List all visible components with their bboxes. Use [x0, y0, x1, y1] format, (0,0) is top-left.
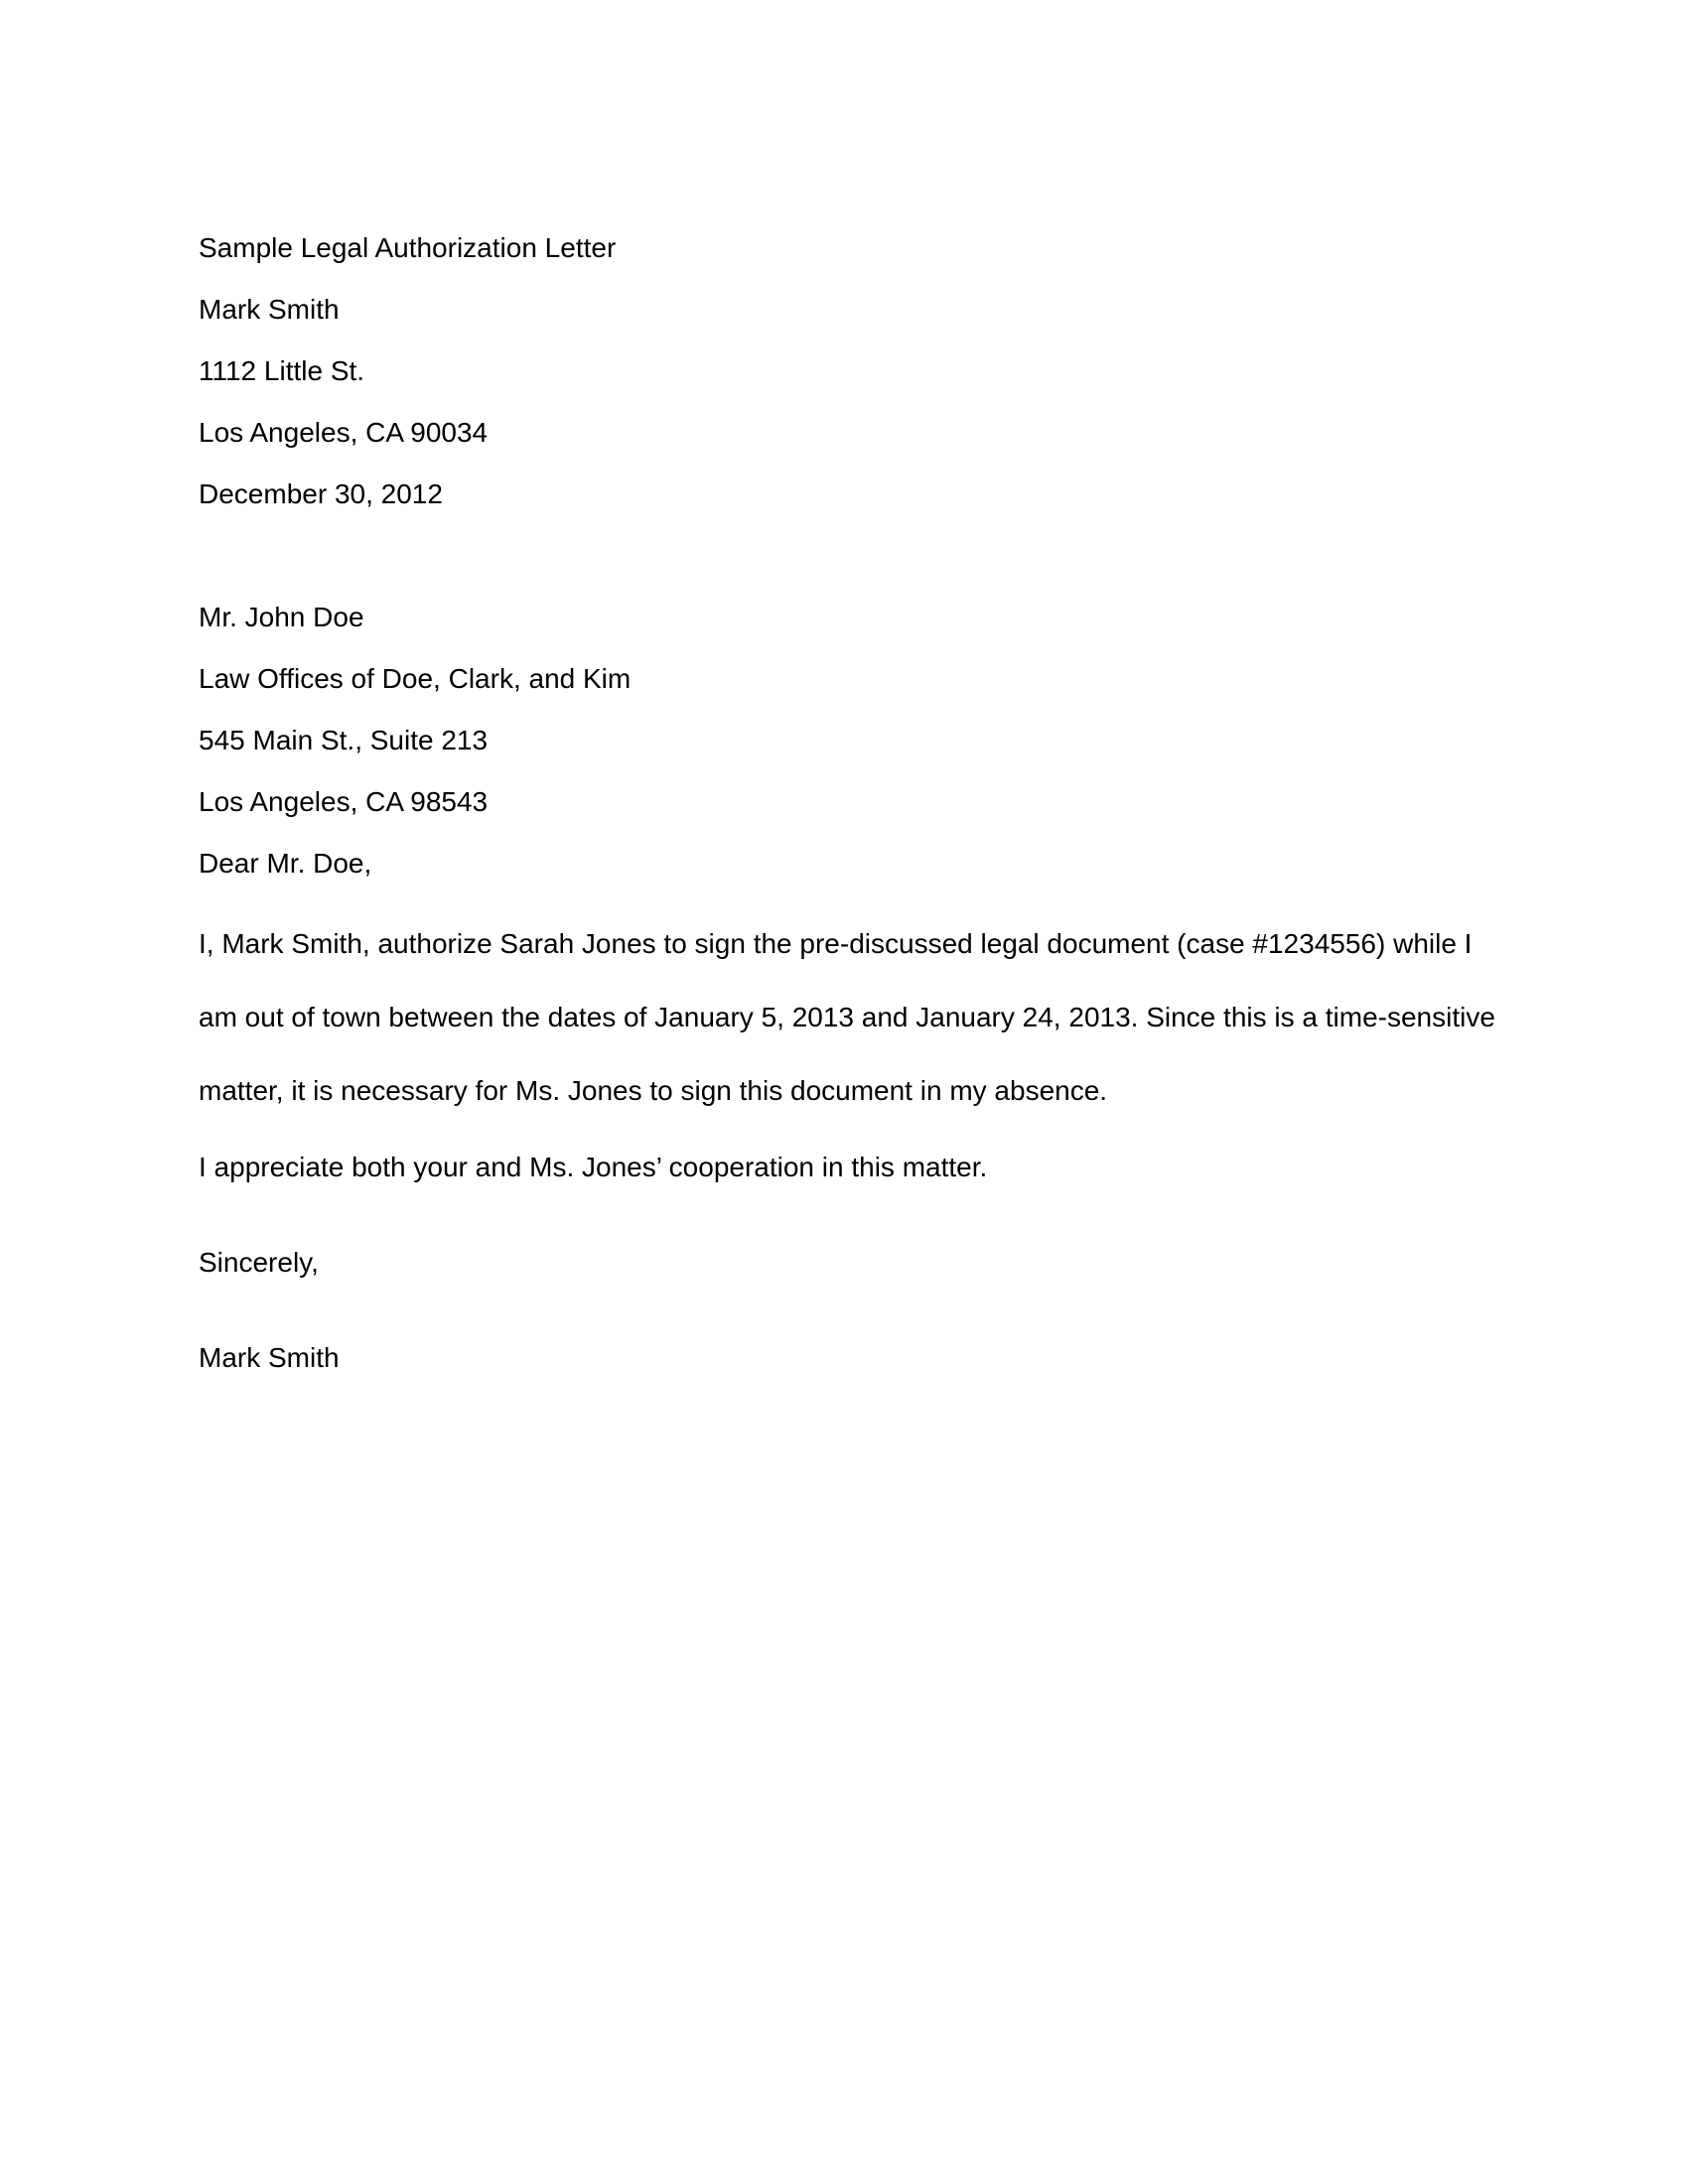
- recipient-street: 545 Main St., Suite 213: [199, 725, 489, 755]
- salutation: Dear Mr. Doe,: [199, 848, 372, 879]
- appreciation-line: I appreciate both your and Ms. Jones’ cooperation in this matter.: [199, 1152, 988, 1182]
- recipient-firm: Law Offices of Doe, Clark, and Kim: [199, 663, 632, 694]
- recipient-city-state-zip: Los Angeles, CA 98543: [199, 786, 489, 817]
- signature-name: Mark Smith: [199, 1342, 340, 1373]
- recipient-name: Mr. John Doe: [199, 602, 364, 632]
- closing-line: Sincerely,: [199, 1247, 319, 1278]
- sender-name: Mark Smith: [199, 294, 340, 325]
- body-paragraph: I, Mark Smith, authorize Sarah Jones to sign the pre-discussed legal document (case #1234556) while I am out of town between the dates of January 5, 2013 and January 24, 2013. Since this is a time-sensitive matter, it is necessary for Ms. Jones to sign this document in my absence.: [199, 928, 1495, 1106]
- sender-city-state-zip: Los Angeles, CA 90034: [199, 417, 489, 448]
- letter-date: December 30, 2012: [199, 478, 443, 509]
- sender-street: 1112 Little St.: [199, 355, 365, 386]
- letter-title: Sample Legal Authorization Letter: [199, 232, 617, 263]
